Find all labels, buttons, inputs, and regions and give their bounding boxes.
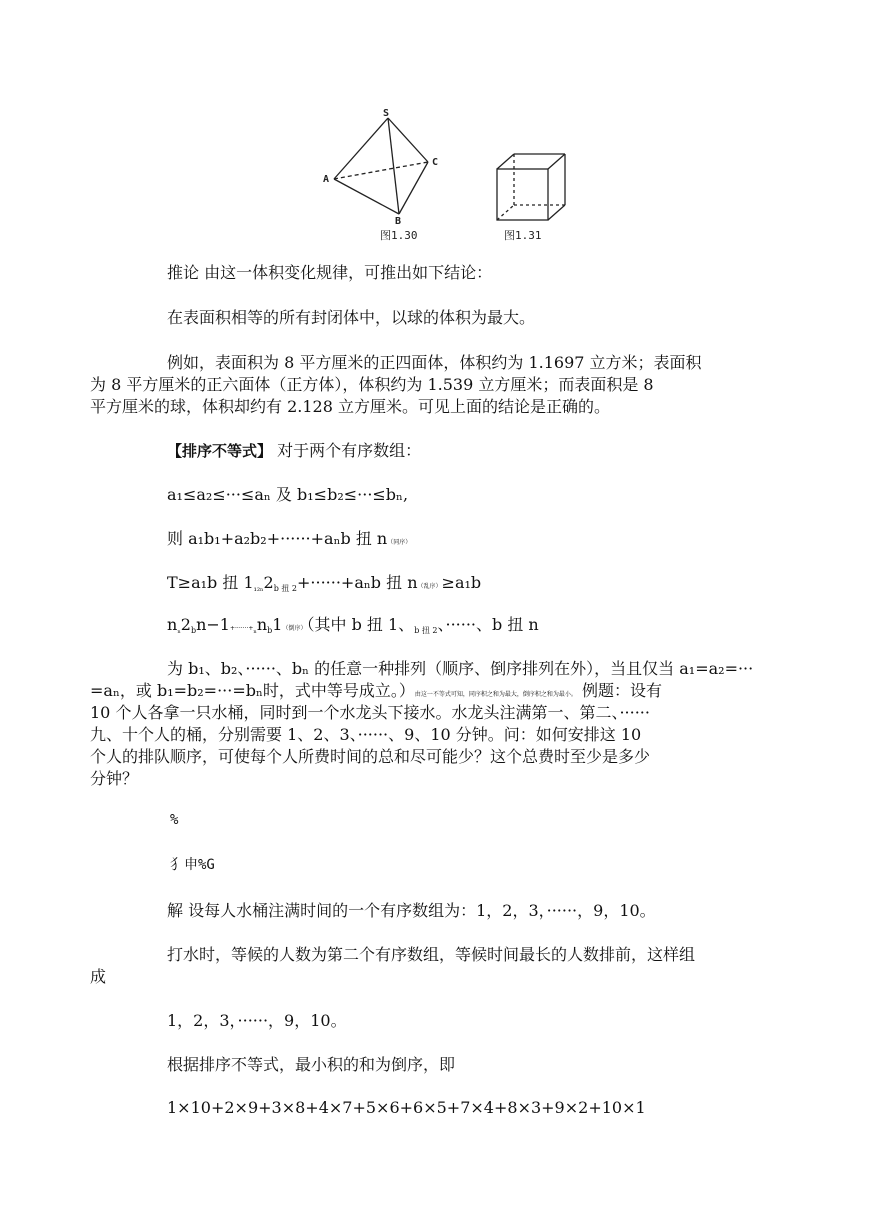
formula-mixed-order (90, 572, 780, 600)
formula-rev-a: n (167, 615, 178, 634)
paragraph-example-line1: 例如，表面积为 8 平方厘米的正四面体，体积约为 1.1697 立方米；表面积 (167, 353, 702, 372)
figure-caption-2: 图1.31 (504, 229, 542, 242)
section-intro: 对于两个有序数组： (272, 441, 422, 460)
formula-rev-d: b (190, 626, 197, 635)
example-problem-line3: 九、十个人的桶，分别需要 1、2、3、······、9、10 分钟。问：如何安排这 10 (90, 725, 642, 744)
formula-mixed-part-g: ≥a₁b (441, 573, 482, 592)
formula-rev-b: ₙ (177, 626, 181, 635)
formula-rev-c: 2 (180, 615, 191, 634)
paragraph-rearrangement (90, 440, 780, 462)
paragraph-example-line3: 平方厘米的球，体积却约有 2.128 立方厘米。可见上面的结论是正确的。 (90, 397, 610, 416)
formula-mixed-note: （乱序） (417, 583, 442, 590)
garbled-mark-2: 犭申%G (170, 857, 215, 873)
formula-rev-note: （倒序） (282, 625, 307, 632)
formula-same-order-note: （同序） (387, 539, 412, 546)
formula-reverse-order (90, 614, 780, 642)
formula-mixed-part-b: ₁₂ₙ (253, 584, 264, 593)
figure-caption-1: 图1.30 (380, 229, 418, 242)
equality-tiny-note: 由这一不等式可知，同序积之和为最大，倒序积之和为最小。 (414, 691, 577, 698)
formula-mixed-part-d: b 扭 2 (273, 584, 297, 593)
formula-mixed-part-c: 2 (263, 573, 274, 592)
section-heading: 【排序不等式】 (167, 442, 273, 460)
equality-condition-text: =aₙ，或 b₁=b₂=···=bₙ时，式中等号成立。） (90, 681, 415, 700)
cube-figure (497, 154, 565, 220)
formula-rev-m: b 扭 2 (414, 626, 438, 635)
formula-ordered-arrays: a₁≤a₂≤···≤aₙ 及 b₁≤b₂≤···≤bₙ, (167, 485, 409, 504)
formula-mixed-part-e: +······+aₙb 扭 n (297, 573, 418, 592)
formula-rev-n: 、······、b 扭 n (437, 615, 539, 634)
vertex-label-b: B (395, 216, 402, 227)
formula-rev-g: ₙ (253, 626, 257, 635)
example-problem-start: 例题：设有 (576, 681, 663, 700)
example-problem-line5: 分钟？ (90, 769, 139, 788)
geometry-figures (300, 100, 600, 250)
formula-rev-h: n (256, 615, 268, 634)
garbled-mark-1: % (170, 812, 179, 828)
tetrahedron-figure (334, 118, 428, 214)
vertex-label-c: C (432, 157, 439, 168)
paragraph-sequence: 1，2，3，······，9，10。 (167, 1011, 347, 1030)
paragraph-equality-line1: 为 b₁、b₂、······、bₙ 的任意一种排列（顺序、倒序排列在外），当且仅当 a₁=a₂=··· (167, 659, 754, 678)
formula-rev-i: b (267, 626, 273, 635)
paragraph-example-line2: 为 8 平方厘米的正六面体（正方体），体积约为 1.539 立方厘米；而表面积是 8 (90, 375, 654, 394)
paragraph-corollary: 推论 由这一体积变化规律，可推出如下结论： (167, 263, 493, 282)
formula-rev-e: n−1 (196, 615, 230, 634)
paragraph-conclusion: 在表面积相等的所有封闭体中，以球的体积为最大。 (167, 308, 536, 327)
paragraph-according: 根据排序不等式，最小积的和为倒序，即 (167, 1055, 456, 1074)
figures-area (300, 100, 600, 250)
paragraph-waiting-line1: 打水时，等候的人数为第二个有序数组，等候时间最长的人数排前，这样组 (167, 945, 696, 964)
formula-rev-j: 1 (272, 615, 283, 634)
formula-rev-f: +·······+ (229, 625, 254, 632)
vertex-label-s: S (383, 108, 390, 119)
example-problem-line4: 个人的排队顺序，可使每个人所费时间的总和尽可能少？这个总费时至少是多少 (90, 747, 651, 766)
formula-mixed-part-a: T≥a₁b 扭 1 (167, 573, 254, 592)
formula-same-order (90, 528, 780, 554)
example-problem-line2: 10 个人各拿一只水桶，同时到一个水龙头下接水。水龙头注满第一、第二、······ (90, 703, 650, 722)
formula-minimum-sum: 1×10+2×9+3×8+4×7+5×6+6×5+7×4+8×3+9×2+10×1 (167, 1098, 646, 1117)
formula-rev-l: （其中 b 扭 1、 (306, 615, 415, 634)
vertex-label-a: A (323, 174, 330, 185)
paragraph-solution: 解 设每人水桶注满时间的一个有序数组为：1，2，3，······，9，10。 (167, 901, 656, 920)
paragraph-waiting-line2: 成 (90, 967, 107, 986)
formula-same-order-text: 则 a₁b₁+a₂b₂+······+aₙb 扭 n (167, 529, 388, 548)
